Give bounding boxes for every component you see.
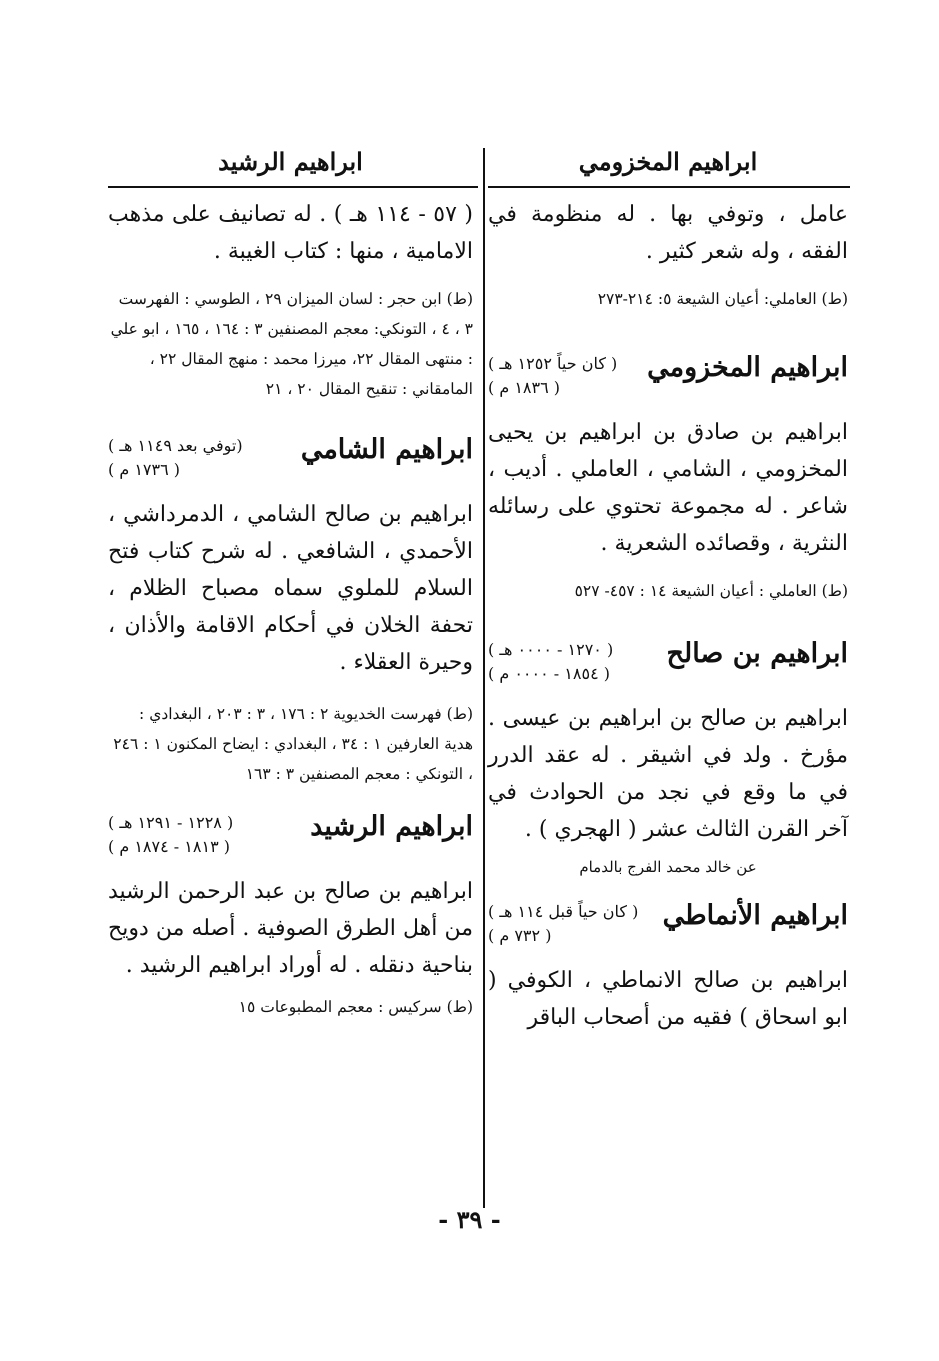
date-hijri: ( كان حياً قبل ١١٤ هـ ) bbox=[488, 902, 639, 921]
column-divider bbox=[483, 148, 485, 1208]
entry-heading bbox=[488, 630, 848, 694]
entry-text: ابراهيم بن صالح الانماطي ، الكوفي ( ابو اسحاق ) فقيه من أصحاب الباقر bbox=[488, 968, 848, 1030]
entry-reference: (ط) العاملي : أعيان الشيعة ١٤ : ٤٥٧- ٥٢٧ bbox=[574, 582, 848, 600]
entry-dates bbox=[488, 900, 638, 948]
running-header-right: ابراهيم المخزومي bbox=[578, 147, 758, 176]
date-hijri: ( ١٢٧٠ - ٠٠٠٠ هـ ) bbox=[488, 640, 614, 659]
entry-name: ابراهيم المخزومي bbox=[647, 352, 848, 383]
right-column bbox=[488, 140, 848, 1030]
entry-dates bbox=[488, 352, 617, 400]
running-header-left: ابراهيم الرشيد bbox=[218, 147, 363, 176]
entry-name: ابراهيم الرشيد bbox=[310, 811, 473, 842]
entry-credit: عن خالد محمد الفرج بالدمام bbox=[579, 858, 757, 876]
date-gregorian: ( ١٨٣٦ م ) bbox=[488, 378, 561, 397]
entry-dates bbox=[108, 434, 243, 482]
entry-text: ابراهيم بن صادق بن ابراهيم بن يحيى المخزومي ، الشامي ، العاملي . أديب ، شاعر . له مجموعة تحتوي على رسائله النثرية ، وقصائده الشعرية . bbox=[488, 420, 848, 556]
entry-text: ابراهيم بن صالح الشامي ، الدمرداشي ، الأحمدي ، الشافعي . له شرح كتاب فتح السلام للملوي سماه مصباح الظلام ، تحفة الخلان في أحكام الاقامة والأذان ، وحيرة العقلاء . bbox=[108, 502, 473, 675]
date-gregorian: ( ١٧٣٦ م ) bbox=[108, 460, 181, 479]
left-column bbox=[108, 140, 474, 1016]
entry-dates bbox=[108, 811, 233, 859]
entry-name: ابراهيم الأنماطي bbox=[662, 900, 848, 931]
date-hijri: (توفي بعد ١١٤٩ هـ ) bbox=[108, 436, 243, 455]
entry-text: ابراهيم بن صالح بن ابراهيم بن عيسى . مؤرخ . ولد في اشيقر . له عقد الدرر في ما وقع في نجد من الحوادث في آخر القرن الثالث عشر ( الهجري ) . bbox=[488, 706, 848, 842]
continuation-reference: (ط) ابن حجر : لسان الميزان ٢٩ ، الطوسي : الفهرست ٣ ، ٤ ، التونكي: معجم المصنفين ٣ : ١٦٤ ، ١٦٥ ، ابو علي : منتهى المقال ٢٢، ميرزا محمد : منهج المقال ٢٢ ، المامقاني : تنقيح المقال ٢٠ ، ٢١ bbox=[110, 290, 473, 398]
entry-text: ابراهيم بن صالح بن عبد الرحمن الرشيد من أهل الطرق الصوفية . أصله من دويح بناحية دنقله . له أوراد ابراهيم الرشيد . bbox=[108, 879, 473, 978]
entry-dates bbox=[488, 638, 613, 686]
date-gregorian: ( ٧٣٢ م ) bbox=[488, 926, 552, 945]
date-hijri: ( ١٢٢٨ - ١٢٩١ هـ ) bbox=[108, 813, 234, 832]
entry-heading bbox=[108, 803, 473, 867]
header-rule-left bbox=[108, 186, 478, 188]
date-gregorian: ( ١٨٥٤ - ٠٠٠٠ م ) bbox=[488, 664, 610, 683]
entry-reference: (ط) فهرست الخديوية ٢ : ١٧٦ ، ٣ : ٢٠٣ ، البغدادي : هدية العارفين ١ : ٣٤ ، البغدادي : ايضاح المكنون ١ : ٢٤٦ ، التونكي : معجم المصنفين ٣ : ١٦٣ bbox=[113, 705, 473, 783]
header-rule-right bbox=[488, 186, 850, 188]
continuation-text: عامل ، وتوفي بها . له منظومة في الفقه ، وله شعر كثير . bbox=[488, 202, 848, 264]
entry-heading bbox=[488, 892, 848, 956]
date-gregorian: ( ١٨١٣ - ١٨٧٤ م ) bbox=[108, 837, 230, 856]
page-number: - ٣٩ - bbox=[438, 1205, 501, 1234]
continuation-reference: (ط) العاملي: أعيان الشيعة ٥: ٢١٤-٢٧٣ bbox=[597, 290, 848, 308]
entry-reference: (ط) سركيس : معجم المطبوعات ١٥ bbox=[238, 998, 473, 1016]
continuation-text: ( ٥٧ - ١١٤ هـ ) . له تصانيف على مذهب الامامية ، منها : كتاب الغيبة . bbox=[108, 202, 474, 264]
entry-heading bbox=[108, 426, 473, 490]
entry-heading bbox=[488, 344, 848, 408]
entry-name: ابراهيم بن صالح bbox=[666, 638, 848, 669]
date-hijri: ( كان حياً ١٢٥٢ هـ ) bbox=[488, 354, 618, 373]
entry-name: ابراهيم الشامي bbox=[300, 434, 473, 465]
